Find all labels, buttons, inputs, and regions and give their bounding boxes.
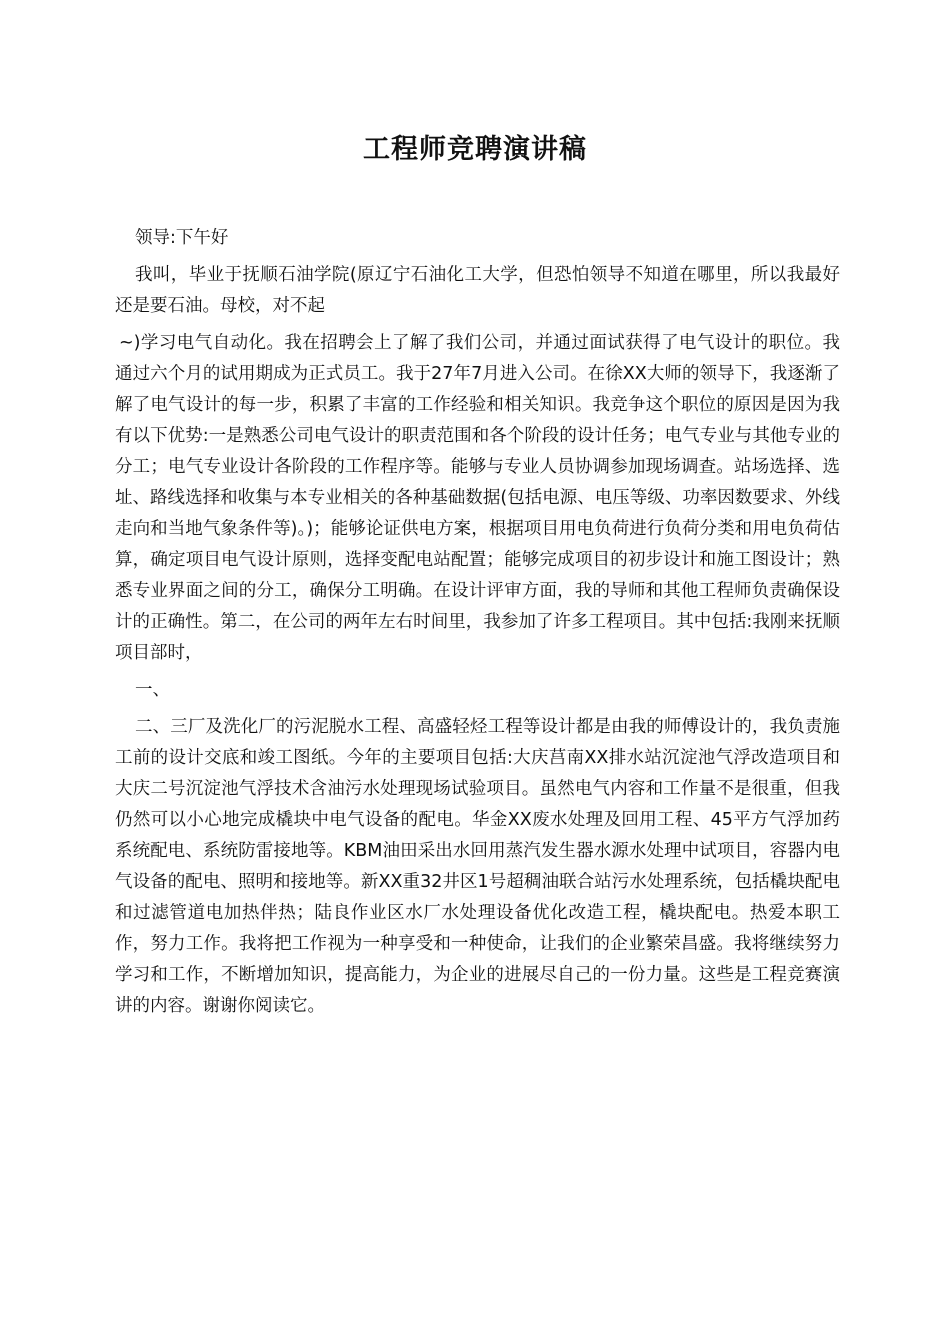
document-body <box>115 223 840 1028</box>
introduction-paragraph: 我叫，毕业于抚顺石油学院(原辽宁石油化工大学，但恐怕领导不知道在哪里，所以我最好还是要石油。母校，对不起 <box>115 265 840 316</box>
greeting-paragraph: 领导:下午好 <box>135 228 229 248</box>
projects-paragraph: 二、三厂及洗化厂的污泥脱水工程、高盛轻烃工程等设计都是由我的师傅设计的，我负责施工前的设计交底和竣工图纸。今年的主要项目包括:大庆莒南XX排水站沉淀池气浮改造项目和大庆二号沉淀池气浮技术含油污水处理现场试验项目。虽然电气内容和工作量不是很重，但我仍然可以小心地完成橇块中电气设备的配电。华金XX废水处理及回用工程、45平方气浮加药系统配电、系统防雷接地等。KBM油田采出水回用蒸汽发生器水源水处理中试项目，容器内电气设备的配电、照明和接地等。新XX重32井区1号超稠油联合站污水处理系统，包括橇块配电和过滤管道电加热伴热；陆良作业区水厂水处理设备优化改造工程，橇块配电。热爱本职工作，努力工作。我将把工作视为一种享受和一种使命，让我们的企业繁荣昌盛。我将继续努力学习和工作，不断增加知识，提高能力，为企业的进展尽自己的一份力量。这些是工程竞赛演讲的内容。谢谢你阅读它。 <box>115 717 840 1016</box>
experience-paragraph: ~)学习电气自动化。我在招聘会上了解了我们公司，并通过面试获得了电气设计的职位。我通过六个月的试用期成为正式员工。我于27年7月进入公司。在徐XX大师的领导下，我逐渐了解了电气设计的每一步，积累了丰富的工作经验和相关知识。我竞争这个职位的原因是因为我有以下优势:一是熟悉公司电气设计的职责范围和各个阶段的设计任务；电气专业与其他专业的分工；电气专业设计各阶段的工作程序等。能够与专业人员协调参加现场调查。站场选择、选址、路线选择和收集与本专业相关的各种基础数据(包括电源、电压等级、功率因数要求、外线走向和当地气象条件等)。)；能够论证供电方案，根据项目用电负荷进行负荷分类和用电负荷估算，确定项目电气设计原则，选择变配电站配置；能够完成项目的初步设计和施工图设计；熟悉专业界面之间的分工，确保分工明确。在设计评审方面，我的导师和其他工程师负责确保设计的正确性。第二，在公司的两年左右时间里，我参加了许多工程项目。其中包括:我刚来抚顺项目部时， <box>115 333 840 663</box>
document-title: 工程师竞聘演讲稿 <box>363 134 587 165</box>
list-marker-paragraph: 一、 <box>135 680 170 700</box>
